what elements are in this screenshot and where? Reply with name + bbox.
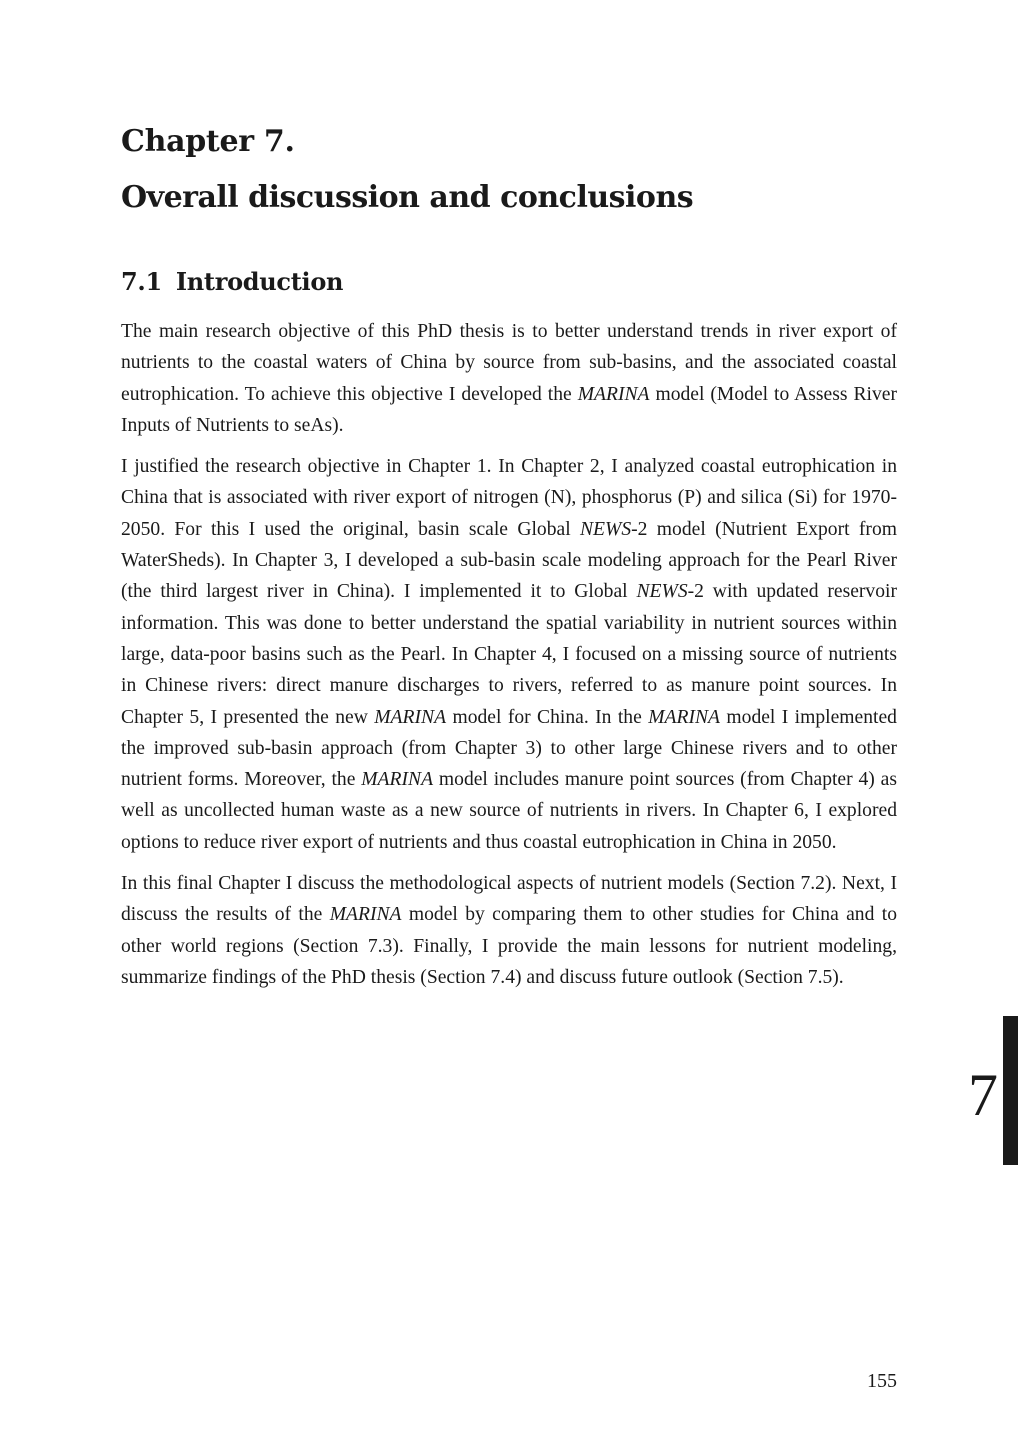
section-title: Introduction bbox=[175, 267, 344, 296]
page-number: 155 bbox=[867, 1370, 897, 1392]
paragraph-text: -2 with updated reservoir information. This was done to better understand the spatial variability in nutrient sources within large, data-poor basins such as the Pearl. In Chapter 4, I focused on a missing source of nutrients in Chinese rivers: direct manure discharges to rivers, referred to as manure point sources. In Chapter 5, I presented the new bbox=[121, 581, 897, 728]
paragraph-text: In this final Chapter I discuss the methodological aspects of nutrient models (Section 7.2). Next, I discuss the results of the bbox=[121, 873, 897, 926]
chapter-label: Chapter 7. bbox=[121, 124, 295, 159]
section-number: 7.1 bbox=[121, 267, 162, 296]
model-name: MARINA bbox=[329, 904, 402, 926]
paragraph-text: model (Model to Assess River Inputs of Nutrients to seAs). bbox=[121, 383, 897, 436]
paragraph-3 bbox=[121, 868, 897, 993]
chapter-title: Overall discussion and conclusions bbox=[121, 180, 694, 215]
model-name: MARINA bbox=[361, 769, 434, 791]
model-name: MARINA bbox=[648, 706, 721, 728]
paragraph-2 bbox=[121, 451, 897, 858]
chapter-thumb-tab bbox=[1003, 1016, 1018, 1165]
model-name: MARINA bbox=[374, 706, 447, 728]
model-name: MARINA bbox=[577, 383, 650, 405]
paragraph-text: model for China. In the bbox=[446, 706, 649, 728]
paragraph-text: model includes manure point sources (from Chapter 4) as well as uncollected human waste as a new source of nutrients in rivers. In Chapter 6, I explored options to reduce river export of nutrients and thus coastal eutrophication in China in 2050. bbox=[121, 769, 897, 853]
paragraph-text: The main research objective of this PhD thesis is to better understand trends in river export of nutrients to the coastal waters of China by source from sub-basins, and the associated coastal eutrophication. To achieve this objective I developed the bbox=[121, 321, 897, 405]
page-body bbox=[121, 120, 897, 993]
model-name: NEWS bbox=[636, 581, 688, 603]
paragraph-text: -2 model (Nutrient Export from WaterSheds). In Chapter 3, I developed a sub-basin scale modeling approach for the Pearl River (the third largest river in China). I implemented it to Global bbox=[121, 518, 897, 603]
model-name: NEWS bbox=[579, 518, 632, 540]
section-heading bbox=[121, 266, 897, 298]
chapter-thumb-number: 7 bbox=[968, 1062, 998, 1128]
paragraph-text: model by comparing them to other studies for China and to other world regions (Section 7.3). Finally, I provide the main lessons for nutrient modeling, summarize findings of the PhD thesis (Section 7.4) and discuss future outlook (Section 7.5). bbox=[121, 904, 897, 988]
paragraph-1 bbox=[121, 316, 897, 441]
paragraph-text: model I implemented the improved sub-basin approach (from Chapter 3) to other large Chinese rivers and to other nutrient forms. Moreover, the bbox=[121, 706, 897, 791]
paragraph-text: I justified the research objective in Chapter 1. In Chapter 2, I analyzed coastal eutrophication in China that is associated with river export of nitrogen (N), phosphorus (P) and silica (Si) for 1970-2050. For this I used the original, basin scale Global bbox=[121, 456, 897, 540]
